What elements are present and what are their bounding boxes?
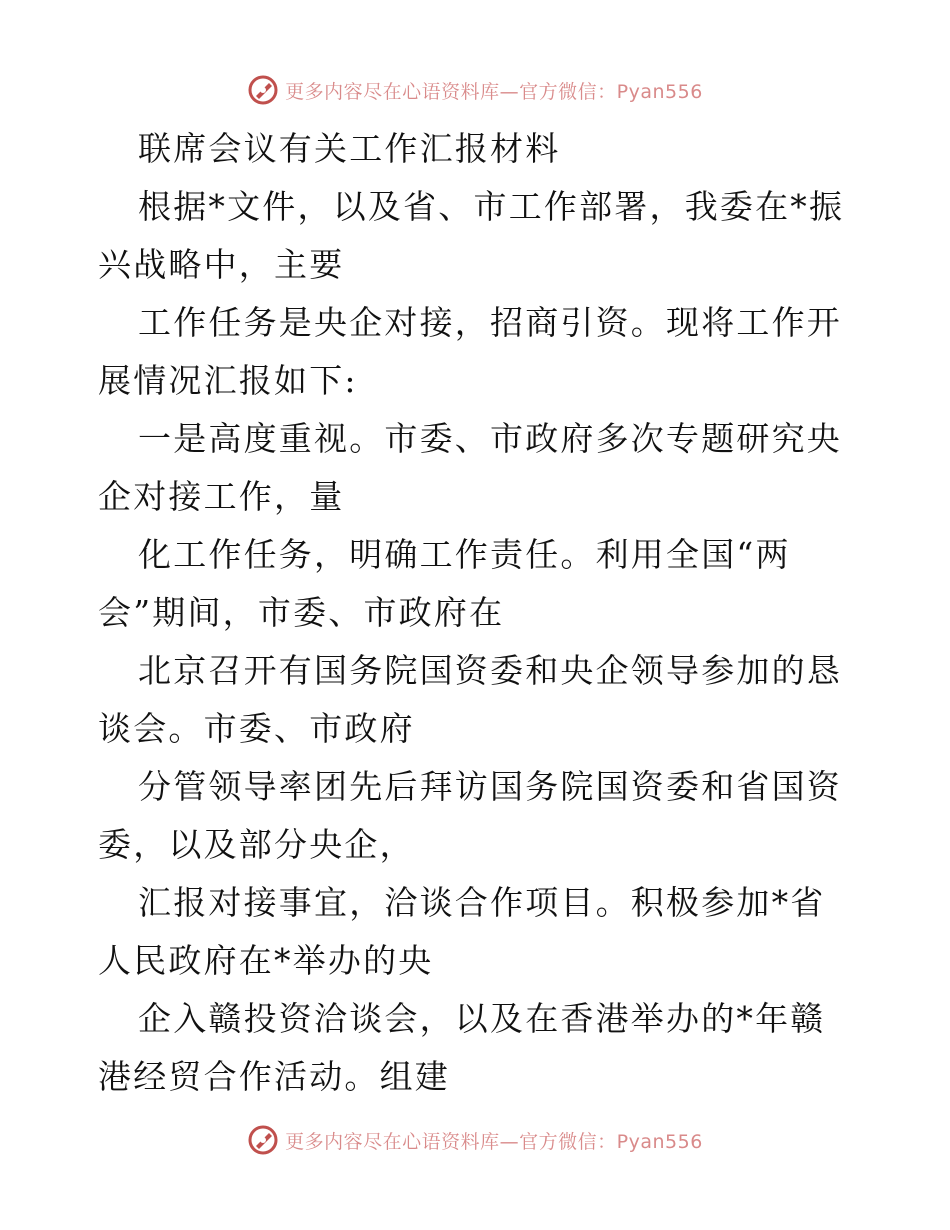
document-body [98,120,858,1106]
paragraph: 一是高度重视。市委、市政府多次专题研究央企对接工作，量 [98,419,842,516]
watermark-text: 更多内容尽在心语资料库—官方微信：Pyan556 [285,1130,703,1153]
red-pen-seal-icon [247,74,279,106]
paragraph: 企入赣投资洽谈会，以及在香港举办的*年赣港经贸合作活动。组建 [98,999,826,1096]
red-pen-seal-icon [247,1124,279,1156]
watermark-header [0,72,950,108]
document-title: 联席会议有关工作汇报材料 [138,129,561,168]
paragraph: 根据*文件，以及省、市工作部署，我委在*振兴战略中，主要 [98,187,845,284]
paragraph: 工作任务是央企对接，招商引资。现将工作开展情况汇报如下: [98,303,842,400]
paragraph: 北京召开有国务院国资委和央企领导参加的恳谈会。市委、市政府 [98,651,842,748]
paragraph: 分管领导率团先后拜访国务院国资委和省国资委，以及部分央企， [98,767,842,864]
watermark-footer [0,1122,950,1158]
paragraph: 化工作任务，明确工作责任。利用全国“两会”期间，市委、市政府在 [98,535,791,632]
paragraph: 汇报对接事宜，洽谈合作项目。积极参加*省人民政府在*举办的央 [98,883,826,980]
watermark-text: 更多内容尽在心语资料库—官方微信：Pyan556 [285,80,703,103]
